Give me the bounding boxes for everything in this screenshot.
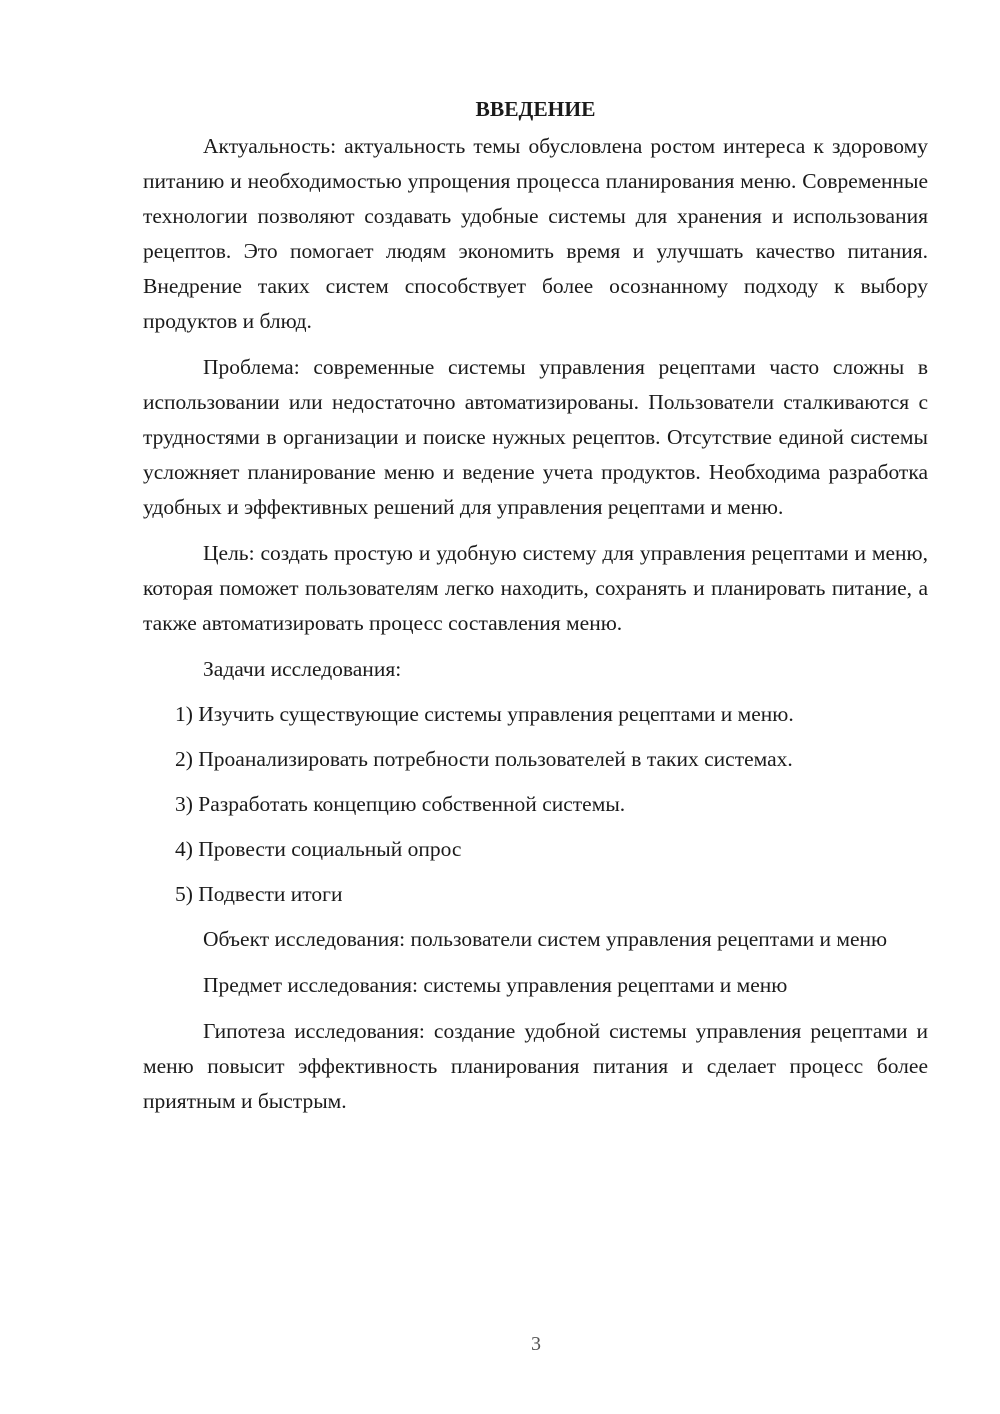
object-paragraph: Объект исследования: пользователи систем управления рецептами и меню bbox=[203, 927, 888, 951]
page-number: 3 bbox=[531, 1333, 541, 1355]
goal-paragraph: Цель: создать простую и удобную систему для управления рецептами и меню, которая поможет пользователям легко находить, сохранять и планировать питание, а также автоматизировать процесс составления меню. bbox=[143, 541, 928, 635]
relevance-paragraph: Актуальность: актуальность темы обусловлена ростом интереса к здоровому питанию и необходимостью упрощения процесса планирования меню. Современные технологии позволяют создавать удобные системы для хранения и использования рецептов. Это помогает людям экономить время и улучшать качество питания. Внедрение таких систем способствует более осознанному подходу к выбору продуктов и блюд. bbox=[143, 134, 928, 333]
problem-paragraph: Проблема: современные системы управления рецептами часто сложны в использовании или недостаточно автоматизированы. Пользователи сталкиваются с трудностями в организации и поиске нужных рецептов. Отсутствие единой системы усложняет планирование меню и ведение учета продуктов. Необходима разработка удобных и эффективных решений для управления рецептами и меню. bbox=[143, 355, 928, 519]
task-item-2: 2) Проанализировать потребности пользователей в таких системах. bbox=[175, 747, 793, 771]
task-list bbox=[143, 697, 928, 912]
document-page bbox=[143, 92, 928, 1130]
task-item-4: 4) Провести социальный опрос bbox=[175, 837, 462, 861]
subject-paragraph: Предмет исследования: системы управления рецептами и меню bbox=[203, 973, 788, 997]
page-title: ВВЕДЕНИЕ bbox=[475, 97, 596, 121]
task-item-5: 5) Подвести итоги bbox=[175, 882, 343, 906]
task-item-3: 3) Разработать концепцию собственной системы. bbox=[175, 792, 626, 816]
task-item-1: 1) Изучить существующие системы управления рецептами и меню. bbox=[175, 702, 794, 726]
hypothesis-paragraph: Гипотеза исследования: создание удобной системы управления рецептами и меню повысит эффективность планирования питания и сделает процесс более приятным и быстрым. bbox=[143, 1019, 928, 1113]
tasks-heading: Задачи исследования: bbox=[203, 657, 402, 681]
